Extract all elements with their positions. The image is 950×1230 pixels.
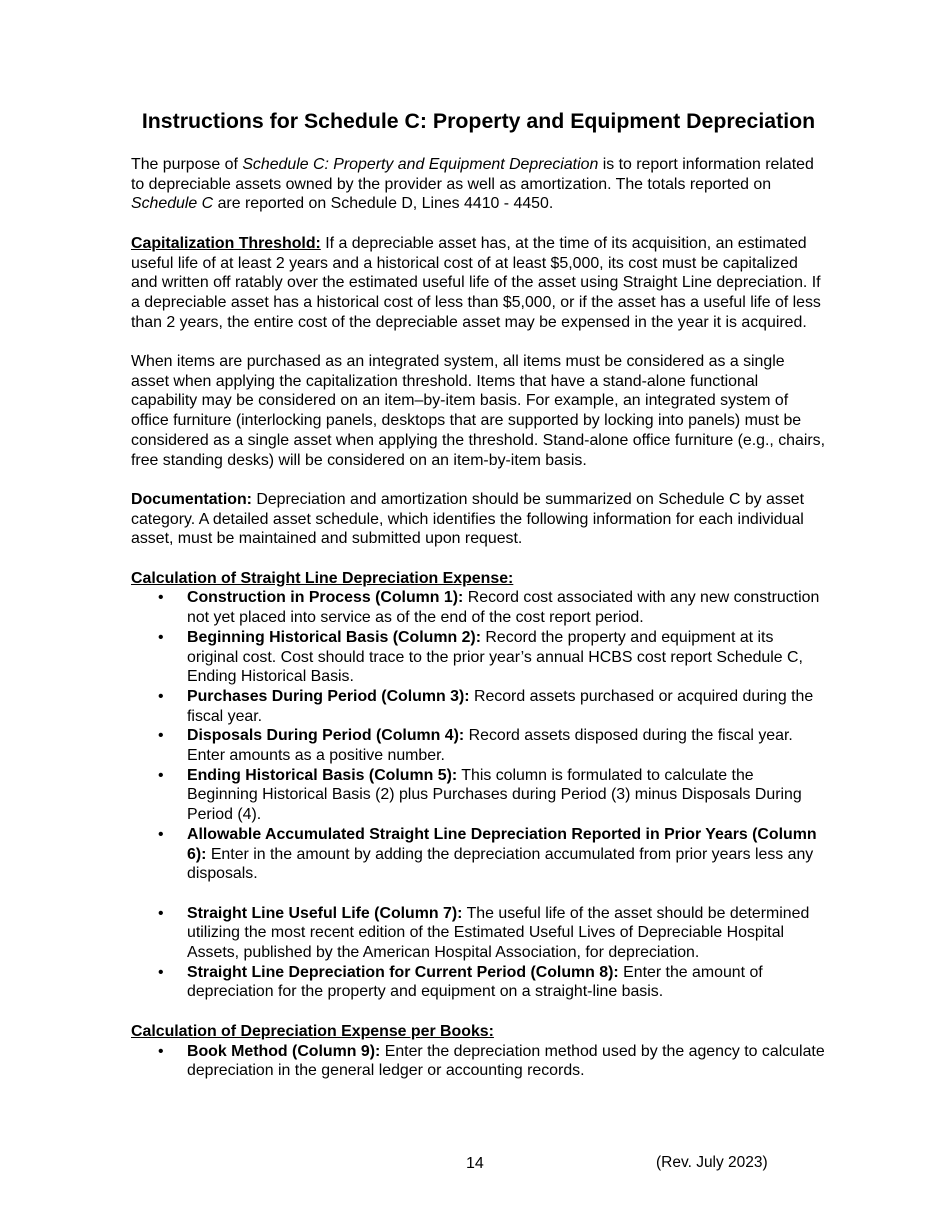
list-item: • Purchases During Period (Column 3): Record assets purchased or acquired during the fiscal year. xyxy=(131,687,826,726)
list-item: • Ending Historical Basis (Column 5): This column is formulated to calculate the Beginning Historical Basis (2) plus Purchases during Period (3) minus Disposals During Period (4). xyxy=(131,766,826,825)
books-heading: Calculation of Depreciation Expense per Books: xyxy=(131,1022,494,1040)
list-item: • Straight Line Depreciation for Current Period (Column 8): Enter the amount of depreciation for the property and equipment on a straight-line basis. xyxy=(131,963,826,1002)
capitalization-label: Capitalization Threshold: xyxy=(131,234,321,252)
list-item: • Construction in Process (Column 1): Record cost associated with any new construction not yet placed into service as of the end of the cost report period. xyxy=(131,588,826,627)
page-number: 14 xyxy=(466,1155,484,1172)
documentation-label: Documentation: xyxy=(131,490,252,508)
list-item: • Allowable Accumulated Straight Line Depreciation Reported in Prior Years (Column 6): Enter in the amount by adding the depreciation accumulated from prior years less any disposals. xyxy=(131,825,826,884)
list-item: • Book Method (Column 9): Enter the depreciation method used by the agency to calculate depreciation in the general ledger or accounting records. xyxy=(131,1042,826,1081)
integrated-system-paragraph: When items are purchased as an integrated system, all items must be considered as a single asset when applying the capitalization threshold. Items that have a stand-alone functional capability may be considered on an item–by-item basis. For example, an integrated system of office furniture (interlocking panels, desktops that are supported by locking into panels) must be considered as a single asset when applying the threshold. Stand-alone office furniture (e.g., chairs, free standing desks) will be considered on an item-by-item basis. xyxy=(131,353,826,469)
straight-line-list xyxy=(131,588,826,1002)
books-list xyxy=(131,1042,826,1081)
list-item: • Disposals During Period (Column 4): Record assets disposed during the fiscal year. Enter amounts as a positive number. xyxy=(131,726,826,765)
revision-date: (Rev. July 2023) xyxy=(656,1154,768,1171)
page-title: Instructions for Schedule C: Property and Equipment Depreciation xyxy=(141,109,816,133)
straight-line-heading: Calculation of Straight Line Depreciation Expense: xyxy=(131,569,514,587)
purpose-paragraph: The purpose of Schedule C: Property and Equipment Depreciation is to report information related to depreciable assets owned by the provider as well as amortization. The totals reported on Schedule C are reported on Schedule D, Lines 4410 - 4450. xyxy=(131,156,814,213)
list-item: • Beginning Historical Basis (Column 2): Record the property and equipment at its original cost. Cost should trace to the prior year’s annual HCBS cost report Schedule C, Ending Historical Basis. xyxy=(131,628,826,687)
page-content xyxy=(131,108,826,1081)
documentation-paragraph: Documentation: Depreciation and amortization should be summarized on Schedule C by asset category. A detailed asset schedule, which identifies the following information for each individual asset, must be maintained and submitted upon request. xyxy=(131,490,805,548)
list-item: • Straight Line Useful Life (Column 7): The useful life of the asset should be determined utilizing the most recent edition of the Estimated Useful Lives of Depreciable Hospital Assets, published by the American Hospital Association, for depreciation. xyxy=(131,904,826,963)
capitalization-paragraph: Capitalization Threshold: If a depreciable asset has, at the time of its acquisition, an estimated useful life of at least 2 years and a historical cost of at least $5,000, its cost must be capitalized and written off ratably over the estimated useful life of the asset using Straight Line depreciation. If a depreciable asset has a historical cost of less than $5,000, or if the asset has a useful life of less than 2 years, the entire cost of the depreciable asset may be expensed in the year it is acquired. xyxy=(131,234,821,331)
